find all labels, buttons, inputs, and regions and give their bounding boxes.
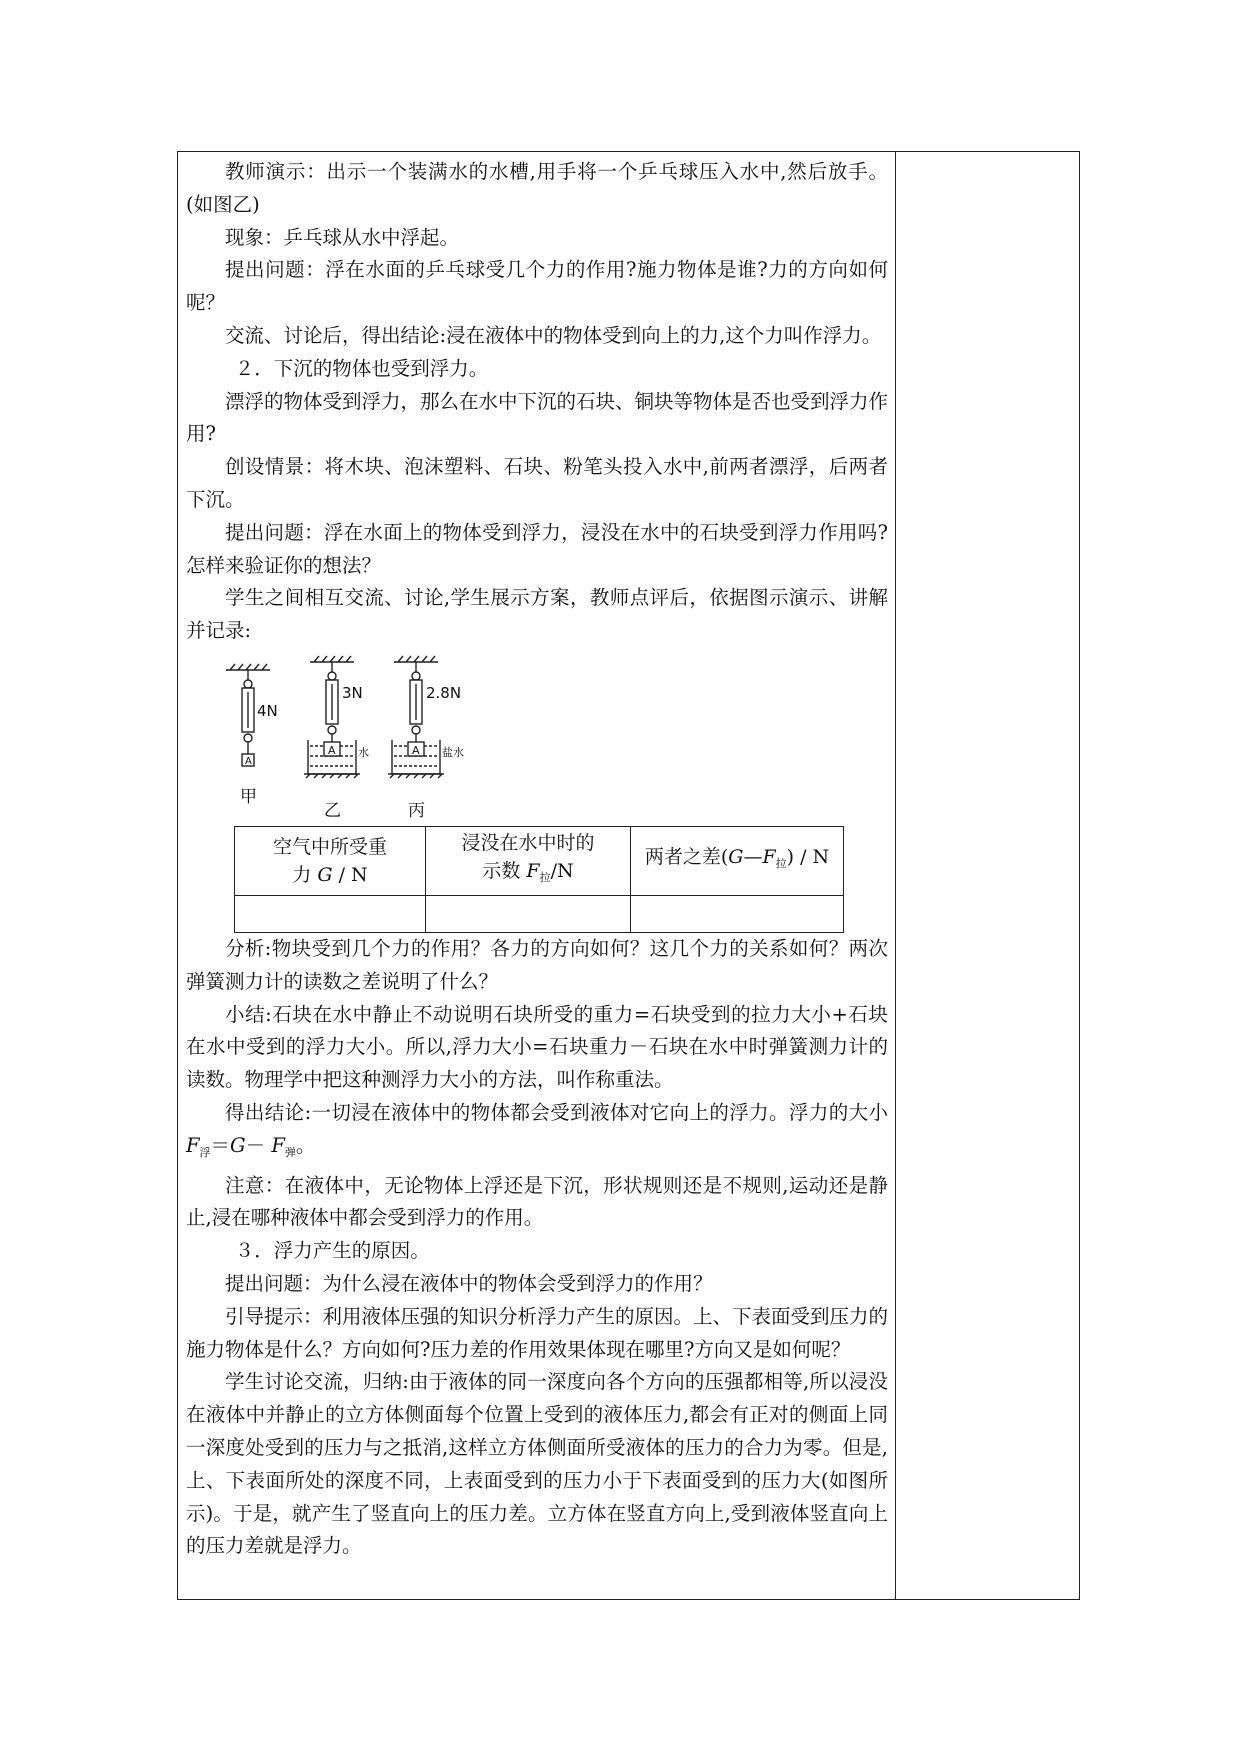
header-difference: 两者之差$(G—F_拉)$ / N (631, 826, 844, 895)
spring-scale-figure (186, 650, 888, 826)
table-cell (426, 895, 631, 932)
spring-scale-diagram (226, 650, 546, 826)
liquid-label-water: 水 (358, 745, 369, 759)
table-cell (235, 895, 426, 932)
paragraph: 漂浮的物体受到浮力，那么在水中下沉的石块、铜块等物体是否也受到浮力作用? (186, 389, 889, 446)
paragraph: 引导提示：利用液体压强的知识分析浮力产生的原因。上、下表面受到压力的施力物体是什么？方向如何?压力差的作用效果体现在哪里?方向又是如何呢？ (186, 1304, 889, 1361)
liquid-label-saltwater: 盐水 (442, 745, 464, 759)
figure-label-yi: 乙 (324, 800, 341, 821)
section-heading: ３．浮力产生的原因。 (234, 1239, 430, 1263)
conclusion-paragraph: 得出结论:一切浸在液体中的物体都会受到液体对它向上的浮力。浮力的大小 $F_浮=G- F_弹$。 (186, 1100, 888, 1159)
paragraph: 提出问题：浮在水面上的物体受到浮力，浸没在水中的石块受到浮力作用吗?怎样来验证你的想法？ (186, 520, 888, 577)
paragraph: 学生讨论交流，归纳:由于液体的同一深度向各个方向的压强都相等,所以浸没在液体中并静止的立方体侧面每个位置上受到的液体压力,都会有正对的侧面上同一深度处受到的压力与之抵消,这样立方体侧面所受液体的压力的合力为零。但是,上、下表面所处的深度不同，上表面受到的压力小于下表面受到的压力大(如图所示)。于是，就产生了竖直向上的压力差。立方体在竖直方向上,受到液体竖直向上的压力差就是浮力。 (186, 1370, 888, 1558)
reading-yi: 3N (342, 683, 363, 702)
lesson-content (186, 156, 888, 1563)
table-cell (631, 895, 844, 932)
column-divider (895, 152, 896, 1599)
block-label: A (245, 755, 252, 767)
header-reading-in-water: 浸没在水中时的 示数 $F_拉/N$ (426, 826, 631, 895)
paragraph: 提出问题：浮在水面的乒乓球受几个力的作用?施力物体是谁?力的方向如何呢？ (186, 258, 888, 315)
figure-label-bing: 丙 (408, 800, 425, 821)
block-label: A (328, 743, 336, 757)
paragraph: 小结:石块在水中静止不动说明石块所受的重力=石块受到的拉力大小+石块在水中受到的浮力大小。所以,浮力大小=石块重力－石块在水中时弹簧测力计的读数。物理学中把这种测浮力大小的方法，叫作称重法。 (186, 1002, 888, 1092)
measurement-table (234, 826, 844, 933)
figure-label-jia: 甲 (240, 786, 257, 807)
paragraph: 提出问题：为什么浸在液体中的物体会受到浮力的作用？ (225, 1271, 713, 1295)
paragraph: 学生之间相互交流、讨论,学生展示方案，教师点评后，依据图示演示、讲解并记录: (186, 586, 888, 643)
block-label: A (412, 743, 420, 757)
reading-bing: 2.8N (426, 683, 462, 702)
section-heading: ２．下沉的物体也受到浮力。 (234, 356, 489, 380)
paragraph: 分析:物块受到几个力的作用？各力的方向如何？这几个力的关系如何？两次弹簧测力计的读数之差说明了什么？ (186, 936, 888, 993)
paragraph: 注意：在液体中，无论物体上浮还是下沉，形状规则还是不规则,运动还是静止,浸在哪种液体中都会受到浮力的作用。 (186, 1173, 888, 1230)
reading-jia: 4N (257, 701, 278, 720)
paragraph: 教师演示：出示一个装满水的水槽,用手将一个乒乓球压入水中,然后放手。(如图乙) (186, 160, 888, 216)
paragraph: 现象：乒乓球从水中浮起。 (225, 225, 460, 249)
header-weight-in-air: 空气中所受重 力 G / N (235, 826, 426, 895)
lesson-table-frame (177, 151, 1080, 1600)
paragraph: 交流、讨论后，得出结论:浸在液体中的物体受到向上的力,这个力叫作浮力。 (225, 323, 882, 347)
paragraph: 创设情景：将木块、泡沫塑料、石块、粉笔头投入水中,前两者漂浮，后两者下沉。 (186, 455, 888, 511)
